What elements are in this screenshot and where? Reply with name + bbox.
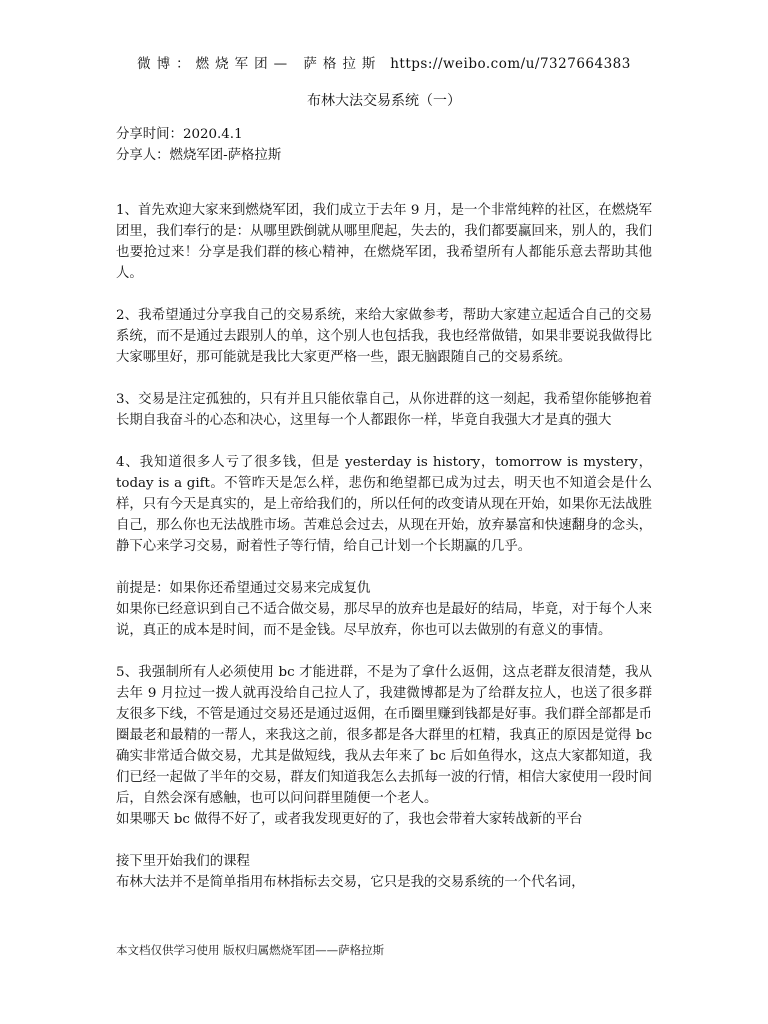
spacer [116,166,652,200]
paragraph-premise-detail: 如果你已经意识到自己不适合做交易，那尽早的放弃也是最好的结局，毕竟，对于每个人来说，真正的成本是时间，而不是金钱。尽早放弃，你也可以去做别的有意义的事情。 [116,602,652,638]
weibo-author-label: 微博：燃烧军团— 萨格拉斯 [137,56,382,72]
weibo-url-link[interactable]: https://weibo.com/u/7327664383 [390,56,631,72]
premise-line: 前提是：如果你还希望通过交易来完成复仇 [116,581,371,596]
paragraph-5-followup: 如果哪天 bc 做得不好了，或者我发现更好的了，我也会带着大家转战新的平台 [116,812,583,827]
paragraph-bollinger: 布林大法并不是简单指用布林指标去交易，它只是我的交易系统的一个代名词， [116,875,585,890]
page-header [0,52,768,72]
document-body [116,124,652,893]
paragraph-4: 4、我知道很多人亏了很多钱，但是 yesterday is history，tomorrow is mystery，today is a gift。不管昨天是怎么样，悲伤和绝望都已成为过去，明天也不知道会是什么样，只有今天是真实的，是上帝给我们的，所以任何的改变请从现在开始，如果你无法战胜自己，那么你也无法战胜市场。苦难总会过去，从现在开始，放弃暴富和快速翻身的念头，静下心来学习交易，耐着性子等行情，给自己计划一个长期赢的几乎。 [116,455,652,554]
paragraph-3: 3、交易是注定孤独的，只有并且只能依靠自己，从你进群的这一刻起，我希望你能够抱着长期自我奋斗的心态和决心，这里每一个人都跟你一样，毕竟自我强大才是真的强大 [116,392,652,428]
course-intro: 接下里开始我们的课程 [116,854,250,869]
paragraph-5: 5、我强制所有人必须使用 bc 才能进群，不是为了拿什么返佣，这点老群友很清楚，我从去年 9 月拉过一拨人就再没给自己拉人了，我建微博都是为了给群友拉人，也送了很多群友很多下线，不管是通过交易还是通过返佣，在币圈里赚到钱都是好事。我们群全部都是币圈最老和最精的一帮人，来我这之前，很多都是各大群里的杠精，我真正的原因是觉得 bc 确实非常适合做交易，尤其是做短线，我从去年来了 bc 后如鱼得水，这点大家都知道，我们已经一起做了半年的交易，群友们知道我怎么去抓每一波的行情，相信大家使用一段时间后，自然会深有感触，也可以问问群里随便一个老人。 [116,665,652,806]
paragraph-2: 2、我希望通过分享我自己的交易系统，来给大家做参考，帮助大家建立起适合自己的交易系统，而不是通过去跟别人的单，这个别人也包括我，我也经常做错，如果非要说我做得比大家哪里好，那可能就是我比大家更严格一些，跟无脑跟随自己的交易系统。 [116,308,652,365]
share-time: 分享时间：2020.4.1 [116,127,243,142]
page-footer: 本文档仅供学习使用 版权归属燃烧军团——萨格拉斯 [116,943,385,957]
document-title: 布林大法交易系统（一） [307,93,461,109]
sharer: 分享人：燃烧军团-萨格拉斯 [116,148,282,163]
paragraph-1: 1、首先欢迎大家来到燃烧军团，我们成立于去年 9 月，是一个非常纯粹的社区，在燃烧军团里，我们奉行的是：从哪里跌倒就从哪里爬起，失去的，我们都要赢回来，别人的，我们也要抢过来！分享是我们群的核心精神，在燃烧军团，我希望所有人都能乐意去帮助其他人。 [116,203,652,281]
